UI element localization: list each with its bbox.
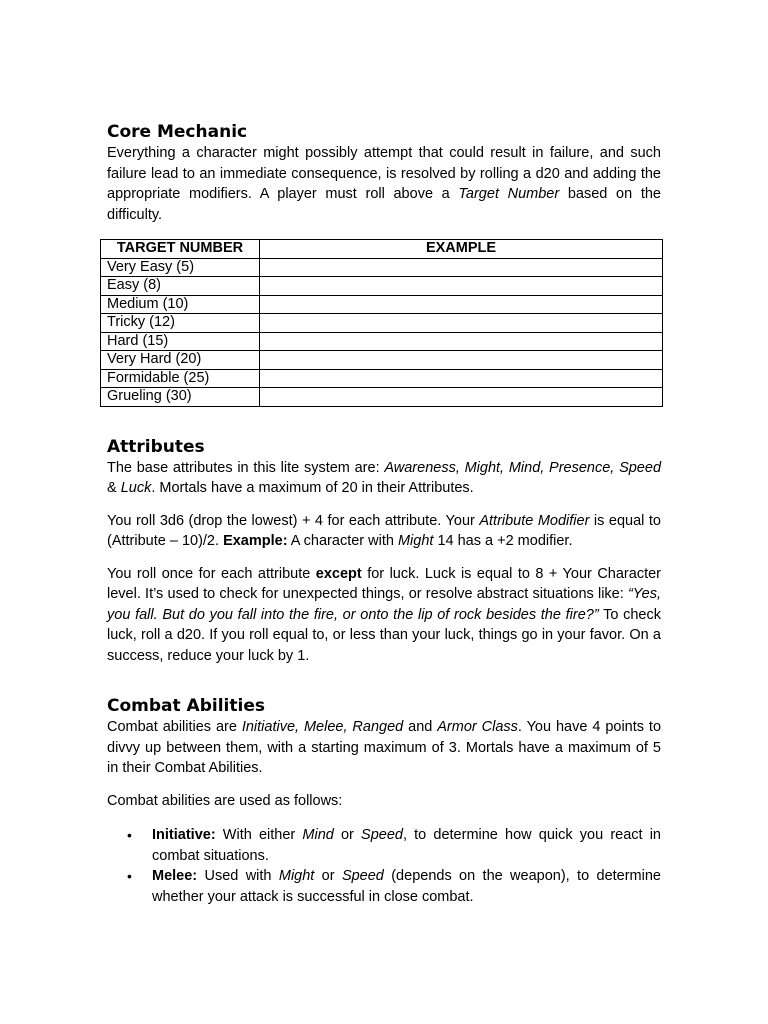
text-run: for luck. Luck is equal to 8 + Your Character level. It’s used to check for unexpected things, or resolve abstract situations like: [107,565,661,602]
text-run: Used with [197,868,279,884]
combat-paragraph-2: Combat abilities are used as follows: [107,792,343,809]
list-item-label: Initiative: [152,827,216,843]
bullet-icon: • [127,868,132,884]
except-term: except [315,565,362,582]
list-item-melee [107,866,661,907]
combat-ability-list: Initiative, Melee, Ranged [241,719,404,735]
speed-term: Speed [341,868,384,884]
table-cell: Grueling (30) [101,388,260,407]
text-run: You roll once for each attribute [107,565,316,582]
target-number-table [100,239,663,407]
combat-abilities-list [107,825,661,907]
might-term: Might [278,868,315,884]
attribute-modifier-term: Attribute Modifier [479,512,590,529]
text-run: or [333,827,362,843]
table-cell [260,332,663,351]
table-row [101,369,663,388]
table-cell: Easy (8) [101,277,260,296]
table-cell: Very Easy (5) [101,258,260,277]
table-cell: Formidable (25) [101,369,260,388]
table-cell: Very Hard (20) [101,351,260,370]
table-cell: Hard (15) [101,332,260,351]
table-header-target-number: TARGET NUMBER [101,240,260,259]
text-run: or [314,868,342,884]
attributes-paragraph-3 [107,564,661,667]
example-label: Example: [223,533,288,549]
table-cell: Tricky (12) [101,314,260,333]
text-run: A character with [287,533,398,549]
table-row [101,332,663,351]
armor-class-term: Armor Class [437,719,518,735]
table-row [101,314,663,333]
bullet-icon: • [127,827,132,843]
core-mechanic-paragraph [107,143,661,225]
speed-term: Speed [361,827,403,843]
table-header-example: EXAMPLE [260,240,663,259]
text-run: Combat abilities are [107,719,242,735]
table-cell [260,369,663,388]
table-cell: Medium (10) [101,295,260,314]
core-mechanic-heading: Core Mechanic [107,122,248,142]
combat-abilities-heading: Combat Abilities [107,696,265,716]
attributes-paragraph-2 [107,511,661,552]
might-term: Might [397,533,434,549]
mind-term: Mind [302,827,334,843]
table-row [101,295,663,314]
attributes-heading: Attributes [107,436,205,457]
table-cell [260,314,663,333]
text-run: (depends on the weapon), to determine whether your attack is successful in close combat. [152,868,661,905]
table-cell [260,351,663,370]
table-row [101,388,663,407]
table-row [101,351,663,370]
attribute-list: Awareness, Might, Mind, Presence, Speed [384,459,662,476]
list-item-label: Melee: [152,868,198,884]
text-run: You roll 3d6 (drop the lowest) + 4 for each attribute. Your [107,512,480,529]
list-item-initiative [107,825,661,866]
table-cell [260,295,663,314]
table-cell [260,258,663,277]
text-run: is equal to (Attribute – 10)/2. [107,512,661,549]
text-run: With either [215,827,303,843]
table-cell [260,388,663,407]
text-run: 14 has a +2 modifier. [433,533,573,549]
target-number-term: Target Number [458,186,560,202]
table-row [101,277,663,296]
text-run: . You have 4 points to divvy up between them, with a starting maximum of 3. Mortals have a maximum of 5 in their Combat Abilities. [107,719,662,776]
attributes-paragraph-1 [107,458,661,499]
text-run: , to determine how quick you react in combat situations. [152,827,661,864]
luck-example-quote: “Yes, you fall. But do you fall into the fire, or onto the lip of rock besides the fire?” [107,586,661,623]
table-cell [260,277,663,296]
text-run: & [107,480,121,496]
text-run: and [403,719,438,735]
document-page [107,121,661,907]
text-run: based on the difficulty. [107,186,661,223]
combat-paragraph-1 [107,717,661,779]
text-run: The base attributes in this lite system are: [107,459,385,476]
text-run: Everything a character might possibly attempt that could result in failure, and such failure lead to an immediate consequence, is resolved by rolling a d20 and adding the appropriate modifiers. A player must roll above a [107,145,661,202]
luck-term: Luck [120,480,152,496]
text-run: To check luck, roll a d20. If you roll equal to, or less than your luck, things go in your favor. On a success, reduce your luck by 1. [107,606,661,664]
table-row [101,258,663,277]
table-header-row [101,240,663,259]
text-run: . Mortals have a maximum of 20 in their Attributes. [151,480,474,496]
